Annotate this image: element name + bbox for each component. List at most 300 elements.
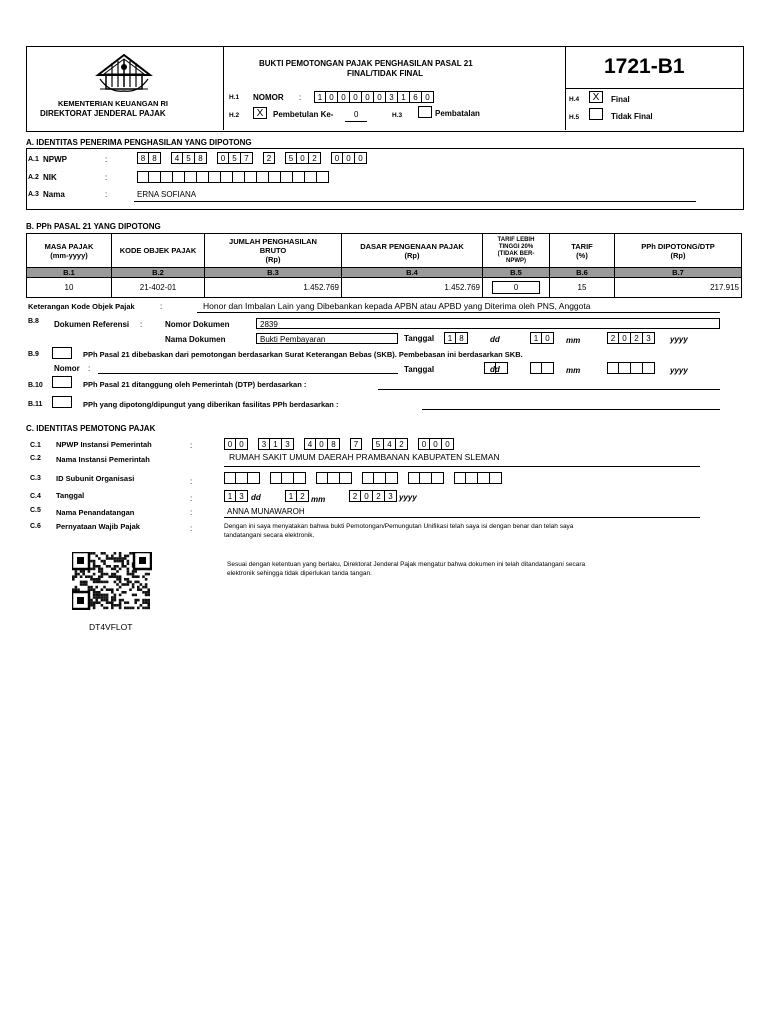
qr-module [147,573,150,576]
qr-module [101,599,104,602]
h2-code: H.2 [229,112,240,119]
code-b5: B.5 [483,268,550,278]
c1-npwp-digit: 2 [396,438,408,450]
qr-module [145,599,148,602]
section-c-title: C. IDENTITAS PEMOTONG PAJAK [26,424,156,433]
col-masa: MASA PAJAK [44,241,94,251]
qr-module [101,594,104,597]
qr-module [127,568,130,571]
c1-npwp-digit: 0 [224,438,236,450]
qr-module [114,599,117,602]
col-dpp-unit: (Rp) [404,250,420,260]
qr-module [127,583,130,586]
qr-module [95,565,98,568]
qr-module [140,583,143,586]
qr-module [127,601,130,604]
qr-module [114,581,117,584]
b8-mm-digit: 0 [542,332,554,344]
qr-module [80,581,83,584]
qr-module [111,607,114,610]
b9-yyyy-digit [631,362,643,374]
qr-module [88,570,91,573]
c4-mm-label: mm [311,495,326,504]
c6-colon: : [190,524,193,533]
h1-digit: 0 [350,91,362,103]
b11-code: B.11 [28,401,43,408]
b8-nama-field[interactable]: Bukti Pembayaran [256,333,398,344]
c3-label: ID Subunit Organisasi [56,474,135,483]
h1-digit: 0 [362,91,374,103]
qr-module [103,596,106,599]
a3-code: A.3 [28,191,39,198]
qr-module [95,599,98,602]
a1-npwp-group [331,152,367,164]
qr-module [111,591,114,594]
h1-digit: 0 [338,91,350,103]
qr-module [132,594,135,597]
ministry-logo-icon [92,53,156,93]
c5-value: ANNA MUNAWAROH [227,507,305,516]
c2-code: C.2 [30,455,41,462]
c3-subunit-group [408,472,444,484]
qr-module [134,601,137,604]
qr-module [116,588,119,591]
b8-yyyy-digit: 3 [643,332,655,344]
a2-colon: : [105,173,108,182]
qr-module [147,607,150,610]
qr-module [147,588,150,591]
a3-name-value: ERNA SOFIANA [137,190,197,199]
cell-gap [294,438,304,450]
c6-statement-line1: Dengan ini saya menyatakan bahwa bukti Pemotongan/Pemungutan Unifikasi telah saya isi dengan benar dan telah saya [224,523,574,530]
h3-code: H.3 [392,112,403,119]
qr-module [145,573,148,576]
qr-module [88,588,91,591]
a2-nik-digit [221,171,233,183]
qr-module [111,588,114,591]
b11-checkbox[interactable] [52,396,72,408]
qr-module [114,573,117,576]
h2-checkbox[interactable]: X [253,107,267,119]
qr-module [93,568,96,571]
c4-colon: : [190,494,193,503]
a2-nik-digit [149,171,161,183]
qr-module [103,599,106,602]
qr-module [116,604,119,607]
qr-module [80,583,83,586]
a1-npwp-digit: 8 [149,152,161,164]
qr-module [98,601,101,604]
qr-module [111,575,114,578]
col-tarif-lebih-2: TINGGI 20% [498,243,534,250]
b9-yyyy-cells[interactable] [607,362,655,374]
a2-nik-digit [197,171,209,183]
qr-module [103,586,106,589]
b9-dd-label: dd [490,365,500,374]
qr-module [124,583,127,586]
cell-gap [275,152,285,164]
qr-module [93,591,96,594]
a2-nik-digit [317,171,329,183]
b8-dd-cells[interactable] [444,332,468,344]
qr-module [142,599,145,602]
pph-table [26,233,742,298]
h1-digit: 0 [326,91,338,103]
qr-module [106,599,109,602]
qr-module [95,596,98,599]
c1-npwp-group [224,438,248,450]
c3-subunit-digit [490,472,502,484]
qr-module [147,594,150,597]
cell-gap [161,152,171,164]
c4-yyyy-digit: 2 [373,490,385,502]
qr-module [121,591,124,594]
c1-npwp-digit: 0 [418,438,430,450]
qr-module [119,575,122,578]
c4-yyyy-cells[interactable] [349,490,397,502]
qr-module [132,573,135,576]
a1-npwp-digit: 0 [343,152,355,164]
qr-module [124,607,127,610]
h3-label: Pembatalan [435,109,480,118]
code-b4: B.4 [342,268,483,278]
footer-line1: Sesuai dengan ketentuan yang berlaku, Direktorat Jenderal Pajak mengatur bahwa dokumen ini telah ditandatangani secara [227,561,586,568]
qr-module [119,607,122,610]
c5-label: Nama Penandatangan [56,508,135,517]
b8-nomor-label: Nomor Dokumen [165,320,230,329]
ket-label: Keterangan Kode Objek Pajak [28,302,135,311]
qr-module [127,562,130,565]
c4-yyyy-digit: 3 [385,490,397,502]
qr-module [103,560,106,563]
qr-module [77,573,80,576]
qr-module [80,575,83,578]
qr-module [132,583,135,586]
c4-yyyy-digit: 2 [349,490,361,502]
qr-module [93,596,96,599]
col-pph: PPh DIPOTONG/DTP [641,241,715,251]
qr-module [147,604,150,607]
b9-nomor-label: Nomor [54,364,80,373]
b9-yyyy-digit [619,362,631,374]
qr-module [121,562,124,565]
qr-module [127,570,130,573]
col-pph-unit: (Rp) [670,250,686,260]
qr-module [72,578,75,581]
qr-module [93,594,96,597]
cell-gap [352,472,362,484]
cell-gap [362,438,372,450]
c3-subunit-digit [294,472,306,484]
c4-dd-digit: 1 [224,490,236,502]
value-bruto: 1.452.769 [205,278,342,298]
qr-module [80,570,83,573]
qr-module [101,552,104,555]
c1-npwp-group [418,438,454,450]
qr-module [111,573,114,576]
qr-module [98,594,101,597]
qr-module [82,583,85,586]
qr-module [90,568,93,571]
b10-text: PPh Pasal 21 ditanggung oleh Pemerintah (DTP) berdasarkan : [83,380,307,389]
c4-yyyy-digit: 0 [361,490,373,502]
qr-module [145,591,148,594]
b9-mm-label: mm [566,366,581,375]
qr-module [106,607,109,610]
b8-mm-cells[interactable] [530,332,554,344]
ket-value: Honor dan Imbalan Lain yang Dibebankan kepada APBN atau APBD yang Diterima oleh PNS, Anggota [203,301,591,311]
b8-mm-digit: 1 [530,332,542,344]
b8-nomor-field[interactable]: 2839 [256,318,720,329]
qr-module [90,575,93,578]
qr-module [116,565,119,568]
c2-value: RUMAH SAKIT UMUM DAERAH PRAMBANAN KABUPATEN SLEMAN [229,452,500,462]
qr-module [111,555,114,558]
c3-subunit-digit [224,472,236,484]
c3-subunit-digit [316,472,328,484]
b10-code: B.10 [28,382,43,389]
cell-gap [321,152,331,164]
b8-label: Dokumen Referensi [54,320,130,329]
qr-module [106,601,109,604]
qr-module [111,599,114,602]
qr-module [72,575,75,578]
qr-module [82,570,85,573]
qr-module [95,578,98,581]
a1-label: NPWP [43,155,67,164]
c1-npwp-cells[interactable] [224,438,454,450]
qr-finder-center [77,557,84,564]
qr-module [98,570,101,573]
a2-nik-digit [161,171,173,183]
h2-value: 0 [354,110,359,119]
qr-module [95,594,98,597]
c3-subunit-digit [374,472,386,484]
c1-npwp-group [304,438,340,450]
qr-module [119,581,122,584]
qr-module [98,557,101,560]
qr-module [106,573,109,576]
b8-tanggal-label: Tanggal [404,334,435,343]
value-tarif-lebih: 0 [492,281,540,294]
qr-module [75,570,78,573]
col-kode: KODE OBJEK PAJAK [119,246,197,255]
doc-title-line2: FINAL/TIDAK FINAL [347,69,423,78]
c4-code: C.4 [30,493,41,500]
b8-mm-label: mm [566,336,581,345]
col-tarif: TARIF [571,241,593,251]
qr-module [106,594,109,597]
c3-subunit-digit [328,472,340,484]
b9-mm-cells[interactable] [530,362,554,374]
qr-module [124,601,127,604]
b9-yyyy-label: yyyy [670,366,688,375]
qr-module [124,565,127,568]
c1-colon: : [190,441,193,450]
qr-module [134,581,137,584]
qr-module [108,601,111,604]
c1-npwp-group [372,438,408,450]
qr-module [119,560,122,563]
qr-module [108,565,111,568]
a1-npwp-digit: 8 [137,152,149,164]
c3-subunit-cells[interactable] [224,472,502,484]
b8-code: B.8 [28,318,39,325]
qr-code-text: DT4VFLOT [89,622,133,632]
qr-module [98,581,101,584]
qr-module [127,555,130,558]
qr-module [124,557,127,560]
a1-npwp-digit: 0 [217,152,229,164]
qr-module [129,552,132,555]
qr-module [85,575,88,578]
c3-subunit-group [224,472,260,484]
c1-npwp-digit: 4 [384,438,396,450]
qr-module [106,557,109,560]
qr-module [95,581,98,584]
qr-module [88,575,91,578]
cell-gap [253,152,263,164]
qr-module [145,578,148,581]
c5-code: C.5 [30,507,41,514]
qr-module [72,588,75,591]
qr-module [124,578,127,581]
c3-subunit-digit [236,472,248,484]
h3-checkbox[interactable] [418,106,432,118]
a1-npwp-group [285,152,321,164]
a2-nik-digit [245,171,257,183]
h1-digit: 3 [386,91,398,103]
qr-module [119,601,122,604]
h4-checkbox[interactable]: X [589,91,603,103]
qr-module [124,591,127,594]
c3-subunit-group [362,472,398,484]
doc-title-line1: BUKTI PEMOTONGAN PAJAK PENGHASILAN PASAL 21 [259,59,473,68]
c6-label: Pernyataan Wajib Pajak [56,522,140,531]
qr-module [142,575,145,578]
qr-module [145,583,148,586]
footer-line2: elektronik sehingga tidak diperlukan tanda tangan. [227,570,372,577]
a1-npwp-digit: 8 [195,152,207,164]
qr-module [98,575,101,578]
ket-colon: : [160,302,163,311]
a3-colon: : [105,190,108,199]
a2-nik-cells[interactable] [137,171,329,183]
b8-yyyy-label: yyyy [670,335,688,344]
b9-code: B.9 [28,351,39,358]
c4-mm-cells[interactable] [285,490,309,502]
qr-module [127,573,130,576]
qr-module [103,573,106,576]
a1-npwp-cells[interactable] [137,152,367,164]
qr-module [132,586,135,589]
a2-nik-digit [137,171,149,183]
qr-module [116,583,119,586]
b11-text: PPh yang dipotong/dipungut yang diberikan fasilitas PPh berdasarkan : [83,400,339,409]
qr-module [121,583,124,586]
a1-colon: : [105,155,108,164]
a1-npwp-group [217,152,253,164]
h1-digit: 1 [398,91,410,103]
b9-mm-digit [530,362,542,374]
qr-module [90,560,93,563]
qr-module [93,552,96,555]
h1-number-cells[interactable] [314,91,434,103]
qr-module [106,555,109,558]
b8-dd-digit: 1 [444,332,456,344]
qr-module [116,560,119,563]
qr-module [119,604,122,607]
qr-module [75,586,78,589]
qr-module [132,607,135,610]
code-b7: B.7 [615,268,742,278]
qr-module [90,578,93,581]
qr-module [114,604,117,607]
b10-checkbox[interactable] [52,376,72,388]
qr-module [116,557,119,560]
qr-module [116,570,119,573]
b9-checkbox[interactable] [52,347,72,359]
qr-module [88,586,91,589]
a2-nik-digit [269,171,281,183]
col-tarif-lebih-3: (TIDAK BER- [497,250,535,257]
a1-npwp-digit: 7 [241,152,253,164]
value-pph: 217.915 [615,278,742,298]
qr-module [90,601,93,604]
qr-module [95,591,98,594]
c4-dd-cells[interactable] [224,490,248,502]
b9-yyyy-digit [643,362,655,374]
c1-npwp-digit: 3 [258,438,270,450]
c4-mm-digit: 2 [297,490,309,502]
c3-subunit-digit [408,472,420,484]
qr-module [103,552,106,555]
c3-subunit-digit [478,472,490,484]
c3-subunit-group [270,472,306,484]
col-dpp: DASAR PENGENAAN PAJAK [360,241,464,251]
col-tarif-lebih: TARIF LEBIH [497,236,535,243]
c1-npwp-digit: 1 [270,438,282,450]
qr-module [106,596,109,599]
a2-nik-digit [293,171,305,183]
qr-module [93,588,96,591]
qr-module [93,601,96,604]
a1-npwp-digit: 4 [171,152,183,164]
qr-module [137,599,140,602]
b8-yyyy-cells[interactable] [607,332,655,344]
qr-module [137,575,140,578]
qr-module [145,594,148,597]
code-b3: B.3 [205,268,342,278]
col-bruto: JUMLAH PENGHASILAN [229,237,317,246]
h5-code: H.5 [569,114,580,121]
qr-module [142,586,145,589]
qr-module [106,565,109,568]
qr-module [90,552,93,555]
qr-module [103,594,106,597]
c3-subunit-digit [248,472,260,484]
h1-digit: 0 [422,91,434,103]
a1-npwp-group [263,152,275,164]
qr-module [85,583,88,586]
qr-module [145,601,148,604]
qr-module [95,601,98,604]
b8-yyyy-digit: 2 [631,332,643,344]
a1-npwp-digit: 0 [331,152,343,164]
value-masa: 10 [27,278,112,298]
h5-checkbox[interactable] [589,108,603,120]
h2-label: Pembetulan Ke- [273,110,334,119]
